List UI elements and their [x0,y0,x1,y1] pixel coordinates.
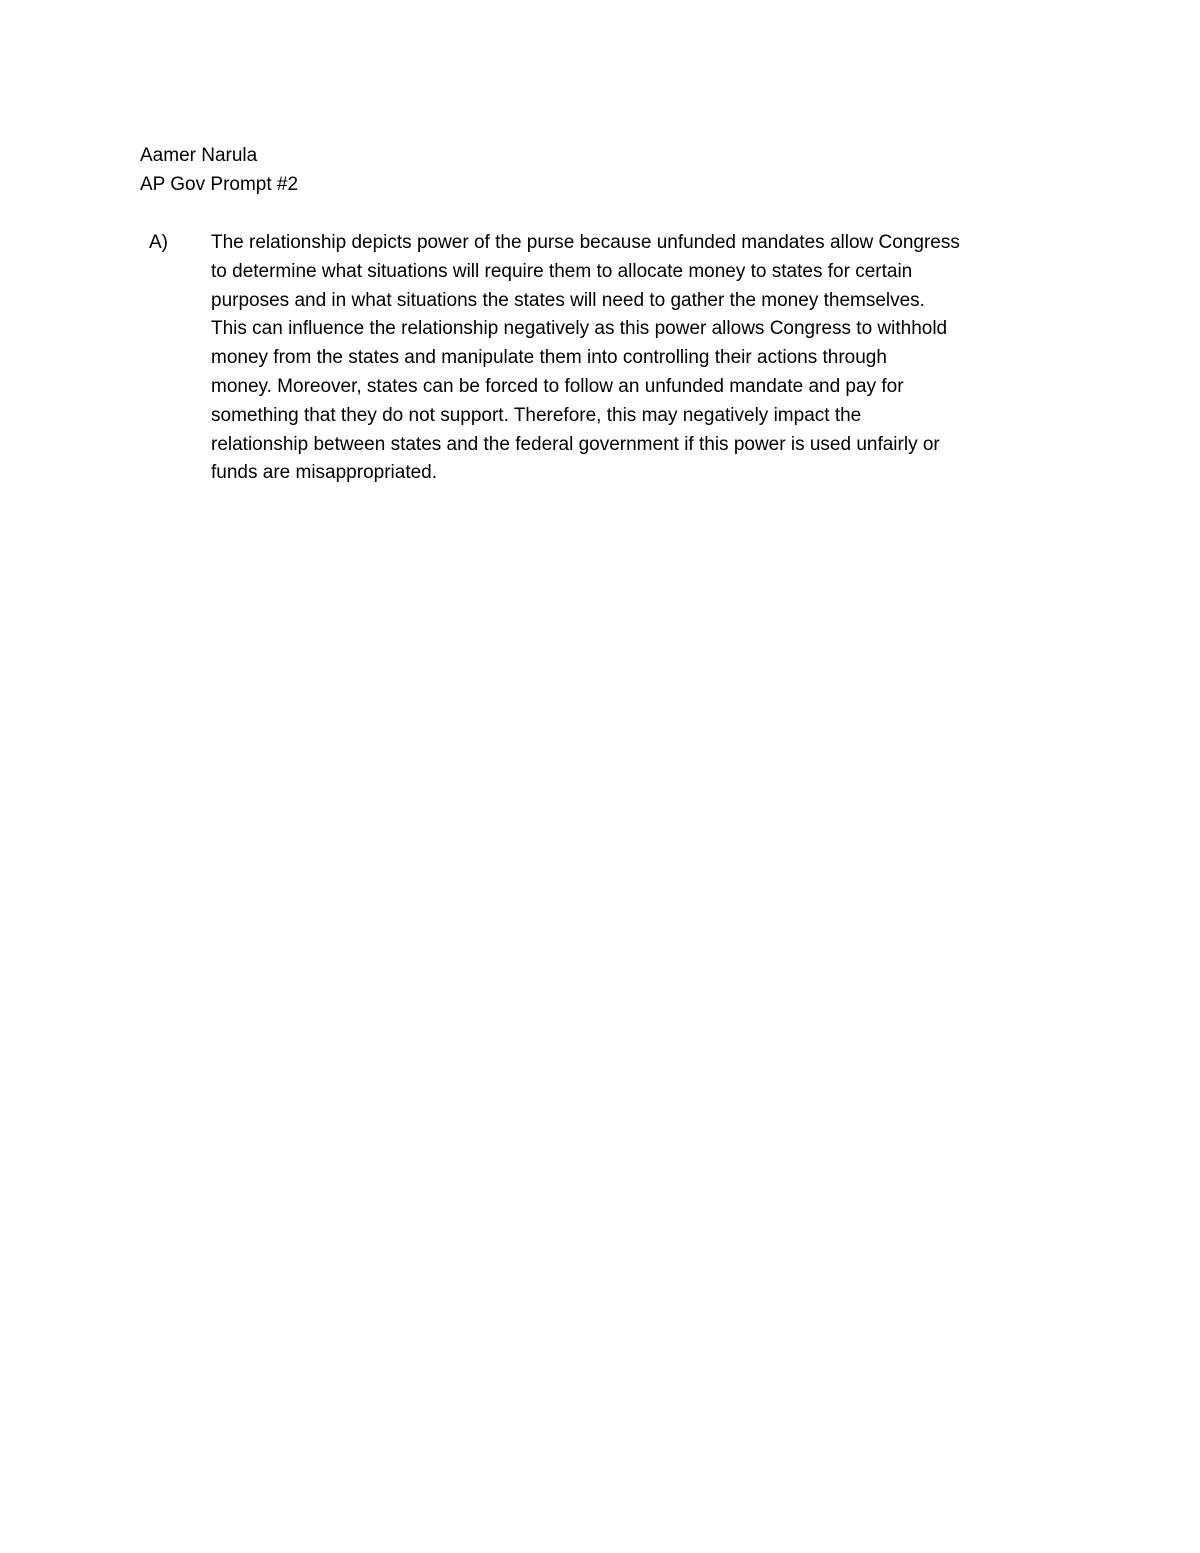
answer-line: purposes and in what situations the states will need to gather the money themselves. [211,289,925,311]
answer-line: money. Moreover, states can be forced to follow an unfunded mandate and pay for [211,375,904,397]
answer-line: money from the states and manipulate them into controlling their actions through [211,347,887,369]
assignment-title: AP Gov Prompt #2 [140,174,299,195]
answer-line: The relationship depicts power of the purse because unfunded mandates allow Congress [211,232,960,253]
answer-marker: A) [149,232,168,253]
answer-text [211,229,1071,488]
author-name: Aamer Narula [140,145,258,166]
answer-line: something that they do not support. Therefore, this may negatively impact the [211,404,862,426]
answer-line: funds are misappropriated. [211,462,438,484]
answer-line: to determine what situations will require them to allocate money to states for certain [211,260,913,282]
answer-line: This can influence the relationship negatively as this power allows Congress to withhold [211,318,948,340]
answer-line: relationship between states and the federal government if this power is used unfairly or [211,433,940,455]
